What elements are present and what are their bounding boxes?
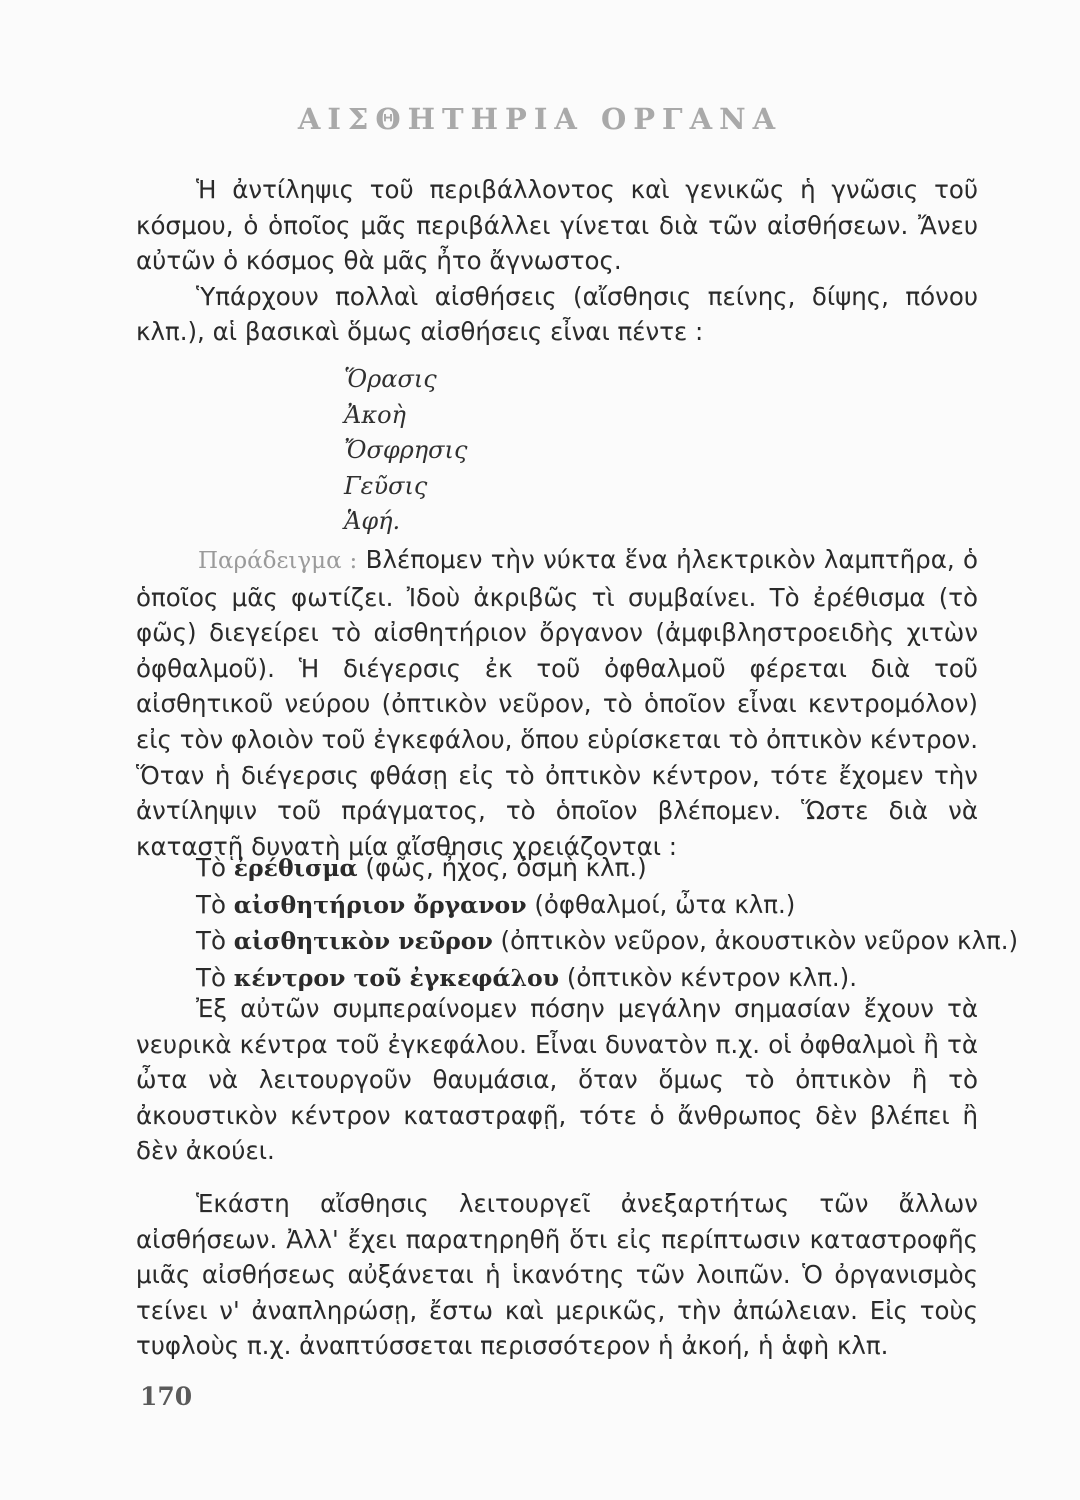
example-section [136, 542, 978, 864]
final-paragraph: Ἑκάστη αἴσθησις λειτουργεῖ ἀνεξαρτήτως τῶν ἄλλων αἰσθήσεων. Ἀλλ' ἔχει παρατηρηθῆ ὅτι εἰς περίπτωσιν καταστροφῆς μιᾶς αἰσθήσεως αὐξάνεται ἡ ἱκανότης τῶν λοιπῶν. Ὁ ὀργανισμὸς τείνει ν' ἀναπληρώσῃ, ἔστω καὶ μερικῶς, τὴν ἀπώλειαν. Εἰς τοὺς τυφλοὺς π.χ. ἀναπτύσσεται περισσότερον ἡ ἀκοή, ἡ ἁφὴ κλπ. [136, 1189, 978, 1361]
requirement-prefix: Τὸ [196, 962, 234, 992]
requirement-item [196, 850, 996, 887]
sense-item: Γεῦσις [344, 471, 428, 500]
intro-paragraph: Ὑπάρχουν πολλαὶ αἰσθήσεις (αἴσθησις πείνης, δίψης, πόνου κλπ.), αἱ βασικαὶ ὅμως αἰσθήσεις εἶναι πέντε : [136, 281, 978, 347]
requirement-examples: (ὀπτικὸν κέντρον κλπ.). [559, 962, 858, 992]
senses-list [344, 362, 467, 540]
requirement-item [196, 887, 996, 924]
sense-item: Ὅρασις [344, 365, 437, 393]
requirement-prefix: Τὸ [196, 926, 234, 956]
sense-item: Ἁφή. [344, 507, 401, 536]
sense-item: Ὄσφρησις [344, 436, 468, 465]
intro-paragraph: Ἡ ἀντίληψις τοῦ περιβάλλοντος καὶ γενικῶς ἡ γνῶσις τοῦ κόσμου, ὁ ὁποῖος μᾶς περιβάλλει γίνεται διὰ τῶν αἰσθήσεων. Ἄνευ αὐτῶν ὁ κόσμος θὰ μᾶς ἦτο ἄγνωστος. [136, 175, 978, 276]
example-paragraph [136, 542, 978, 864]
requirement-term: αἰσθητήριον ὄργανον [233, 890, 527, 919]
intro-section [136, 172, 978, 350]
requirement-examples: (φῶς, ἦχος, ὀσμὴ κλπ.) [357, 853, 647, 882]
requirement-term: κέντρον τοῦ ἐγκεφάλου [233, 963, 560, 992]
page-number: 170 [140, 1382, 193, 1411]
requirement-prefix: Τὸ [196, 853, 234, 882]
requirement-prefix: Τὸ [196, 889, 234, 919]
requirement-examples: (ὀπτικὸν νεῦρον, ἀκουστικὸν νεῦρον κλπ.) [492, 926, 1019, 956]
sense-item: Ἀκοὴ [344, 400, 406, 429]
example-text: Βλέπομεν τὴν νύκτα ἕνα ἠλεκτρικὸν λαμπτῆρα, ὁ ὁποῖος μᾶς φωτίζει. Ἰδοὺ ἀκριβῶς τὶ συμβαίνει. Τὸ ἐρέθισμα (τὸ φῶς) διεγείρει τὸ αἰσθητήριον ὄργανον (ἀμφιβληστροειδὴς χιτὼν ὀφθαλμοῦ). Ἡ διέγερσις ἐκ τοῦ ὀφθαλμοῦ φέρεται διὰ τοῦ αἰσθητικοῦ νεύρου (ὀπτικὸν νεῦρον, τὸ ὁποῖον εἶναι κεντρομόλον) εἰς τὸν φλοιὸν τοῦ ἐγκεφάλου, ὅπου εὑρίσκεται τὸ ὀπτικὸν κέντρον. Ὅταν ἡ διέγερσις φθάσῃ εἰς τὸ ὀπτικὸν κέντρον, τότε ἔχομεν τὴν ἀντίληψιν τοῦ πράγματος, τὸ ὁποῖον βλέπομεν. Ὥστε διὰ νὰ καταστῇ δυνατὴ μία αἴσθησις χρειάζονται : [136, 545, 978, 861]
example-label: Παράδειγμα : [198, 548, 358, 574]
requirement-term: ἐρέθισμα [233, 854, 358, 882]
final-section [136, 1186, 978, 1364]
requirement-examples: (ὀφθαλμοί, ὦτα κλπ.) [526, 889, 796, 919]
requirements-list [196, 850, 1019, 996]
conclusion-section [136, 991, 978, 1169]
page-title: ΑΙΣΘΗΤΗΡΙΑ ΟΡΓΑΝΑ [297, 102, 783, 136]
conclusion-paragraph: Ἐξ αὐτῶν συμπεραίνομεν πόσην μεγάλην σημασίαν ἔχουν τὰ νευρικὰ κέντρα τοῦ ἐγκεφάλου. Εἶναι δυνατὸν π.χ. οἱ ὀφθαλμοὶ ἢ τὰ ὦτα νὰ λειτουργοῦν θαυμάσια, ὅταν ὅμως τὸ ὀπτικὸν ἢ τὸ ἀκουστικὸν κέντρον καταστραφῇ, τότε ὁ ἄνθρωπος δὲν βλέπει ἢ δὲν ἀκούει. [136, 994, 978, 1166]
requirement-item [196, 923, 1019, 960]
requirement-term: αἰσθητικὸν νεῦρον [233, 927, 493, 956]
